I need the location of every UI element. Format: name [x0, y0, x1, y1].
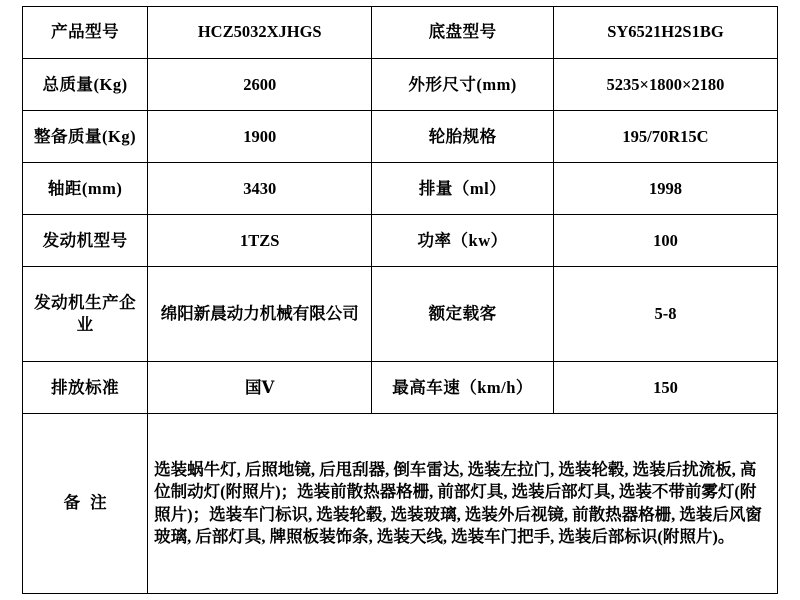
row-value-power: 100 — [553, 215, 777, 267]
row-value-curb-mass: 1900 — [148, 111, 372, 163]
table-row-note — [23, 414, 778, 594]
row-value-engine-manufacturer: 绵阳新晨动力机械有限公司 — [148, 267, 372, 362]
row-value-max-speed: 150 — [553, 362, 777, 414]
row-label-remarks: 备注 — [23, 414, 148, 594]
row-value-gross-mass: 2600 — [148, 59, 372, 111]
row-value-dimensions: 5235×1800×2180 — [553, 59, 777, 111]
row-label-max-speed: 最高车速（km/h） — [372, 362, 554, 414]
row-label-rated-passengers: 额定载客 — [372, 267, 554, 362]
row-label-power: 功率（kw） — [372, 215, 554, 267]
row-value-tire-spec: 195/70R15C — [553, 111, 777, 163]
row-value-chassis-model: SY6521H2S1BG — [553, 7, 777, 59]
table-row — [23, 362, 778, 414]
row-value-engine-model: 1TZS — [148, 215, 372, 267]
row-label-tire-spec: 轮胎规格 — [372, 111, 554, 163]
row-label-product-model: 产品型号 — [23, 7, 148, 59]
row-value-product-model: HCZ5032XJHGS — [148, 7, 372, 59]
row-label-engine-model: 发动机型号 — [23, 215, 148, 267]
table-row — [23, 111, 778, 163]
table-row — [23, 267, 778, 362]
table-row — [23, 7, 778, 59]
vehicle-spec-table — [22, 6, 778, 594]
row-value-rated-passengers: 5-8 — [553, 267, 777, 362]
row-label-emission-standard: 排放标准 — [23, 362, 148, 414]
table-row — [23, 215, 778, 267]
row-value-displacement: 1998 — [553, 163, 777, 215]
table-row — [23, 163, 778, 215]
row-label-dimensions: 外形尺寸(mm) — [372, 59, 554, 111]
row-value-remarks: 选装蜗牛灯, 后照地镜, 后甩刮器, 倒车雷达, 选装左拉门, 选装轮毂, 选装后扰流板, 高位制动灯(附照片)；选装前散热器格栅, 前部灯具, 选装后部灯具, 选装不带前雾灯(附照片)；选装车门标识, 选装轮毂, 选装玻璃, 选装外后视镜, 前散热器格栅, 选装后风窗玻璃, 后部灯具, 牌照板装饰条, 选装天线, 选装车门把手, 选装后部标识(附照片)。 — [148, 414, 778, 594]
row-label-engine-manufacturer: 发动机生产企业 — [23, 267, 148, 362]
row-label-displacement: 排量（ml） — [372, 163, 554, 215]
row-label-chassis-model: 底盘型号 — [372, 7, 554, 59]
row-label-gross-mass: 总质量(Kg) — [23, 59, 148, 111]
row-label-wheelbase: 轴距(mm) — [23, 163, 148, 215]
row-label-curb-mass: 整备质量(Kg) — [23, 111, 148, 163]
row-value-wheelbase: 3430 — [148, 163, 372, 215]
row-value-emission-standard: 国Ⅴ — [148, 362, 372, 414]
table-row — [23, 59, 778, 111]
